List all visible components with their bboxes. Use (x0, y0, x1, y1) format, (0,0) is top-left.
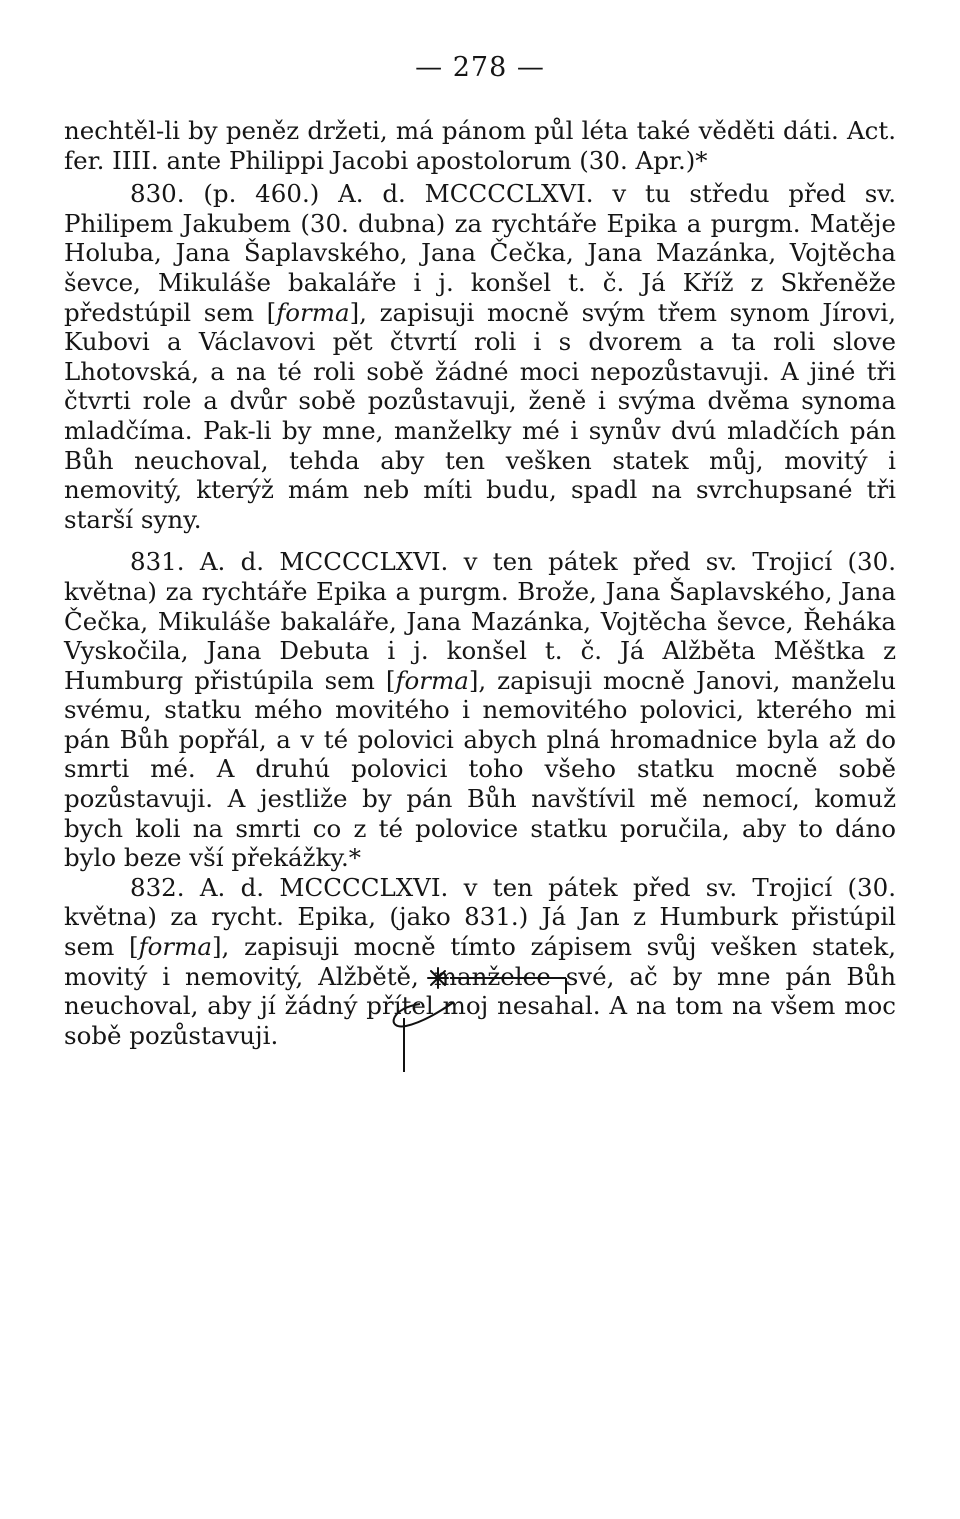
text-run: nechtěl-li by peněz držeti, má pánom půl léta také věděti dáti. Act. fer. IIII. ante Philippi Jacobi apostolorum (30. Apr.)* (64, 116, 896, 175)
paragraph-continuation (64, 116, 896, 175)
text-run: 832. A. d. MCCCCLXVI. v ten pátek před sv. Trojicí (30. května) za rycht. Epika, (jako 831.) Já Jan z Humburk přistúpil sem [ (64, 872, 896, 962)
handwritten-mark (380, 958, 580, 1078)
text-run: ], zapisuji mocně Janovi, manželu svému, statku mého movitého i nemovitého polovici, kterého mi pán Bůh popřál, a v té polovici abych plná hromadnice byla až do smrti mé. A druhú polovici toho všeho statku mocně sobě pozůstavuji. A jestliže by pán Bůh navštívil mě nemocí, komuž bych koli na smrti co z té polovice statku poručila, aby to dáno bylo beze vší překážky.* (64, 665, 896, 873)
curl-stroke (394, 1002, 454, 1026)
asterisk-scribble (428, 968, 448, 988)
entry-831 (64, 547, 896, 873)
page-number: — 278 — (415, 52, 545, 83)
text-run: 830. (p. 460.) A. d. MCCCCLXVI. v tu středu před sv. Philipem Jakubem (30. dubna) za rychtáře Epika a purgm. Matěje Holuba, Jana Šaplavského, Jana Čečka, Jana Mazánka, Vojtěcha ševce, Mikuláše bakaláře i j. konšel t. č. Já Kříž z Skřeněže předstúpil sem [ (64, 179, 896, 327)
italic-term: forma (276, 297, 350, 327)
text-run: ], zapisuji mocně tímto zápisem svůj vešken statek, movitý i nemovitý, Alžbětě, manželce své, ač by mne pán Bůh neuchoval, aby jí žádný přítel moj nesahal. A na tom na všem moc sobě pozůstavuji. (64, 932, 896, 1050)
italic-term: forma (138, 932, 212, 962)
text-run: ], zapisuji mocně svým třem synom Jírovi, Kubovi a Václavovi pět čtvrtí roli i s dvorem a ta roli slove Lhotovská, a na té roli sobě žádné moci nepozůstavuji. A jiné tři čtvrti role a dvůr sobě pozůstavuji, ženě i svýma dvěma synoma mladčíma. Pak-li by mne, manželky mé i synův dvú mladčích pán Bůh neuchoval, tehda aby ten vešken statek můj, movitý i nemovitý, kterýž mám neb míti budu, spadl na svrchupsané tři starší syny. (64, 297, 896, 534)
text-run: 831. A. d. MCCCCLXVI. v ten pátek před sv. Trojicí (30. května) za rychtáře Epika a purgm. Brože, Jana Šaplavského, Jana Čečka, Mikuláše bakaláře, Jana Mazánka, Vojtěcha ševce, Řeháka Vyskočila, Jana Debuta i j. konšel t. č. Já Alžběta Měštka z Humburg přistúpila sem [ (64, 547, 896, 695)
entry-830 (64, 179, 896, 534)
italic-term: forma (395, 665, 469, 695)
text-body (64, 116, 896, 1050)
